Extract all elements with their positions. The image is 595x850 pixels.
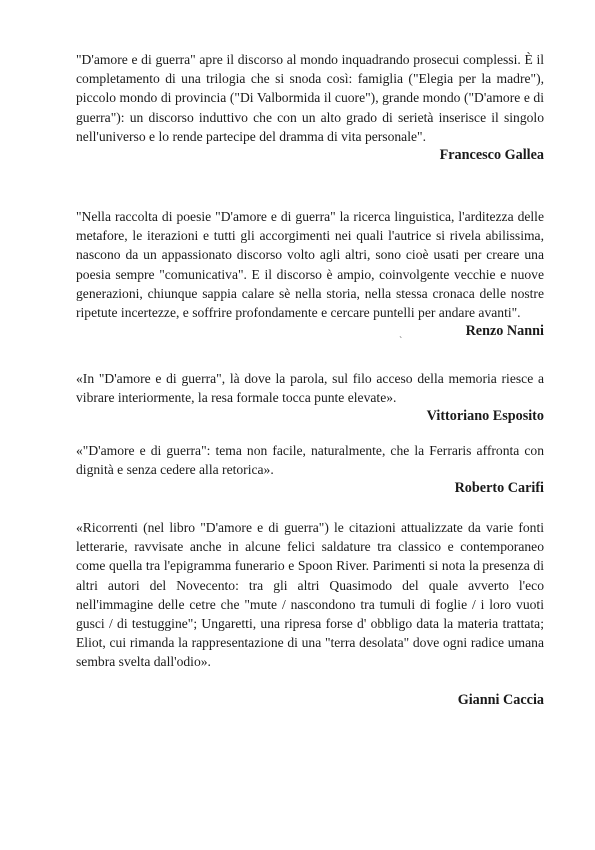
review-block (76, 207, 544, 341)
stray-mark: ` (399, 336, 403, 347)
review-block (76, 441, 544, 498)
review-block (76, 518, 544, 710)
review-author: Vittoriano Esposito (426, 408, 544, 425)
review-author: Renzo Nanni (465, 323, 544, 340)
review-quote: "Nella raccolta di poesie "D'amore e di guerra" la ricerca linguistica, l'arditezza delle metafore, le iterazioni e tutti gli accorgimenti nei quali l'autrice si rivela abilissima, nascono da un appassionato discorso volto agli altri, sono cioè usati per creare una poesia sempre "comunicativa". E il discorso è ampio, coinvolgente vecchie e nuove generazioni, chiunque sappia calare sè nella storia, nella stessa cronaca delle nostre ripetute incertezze, e soffrire profondamente e cercare puntelli per andare avanti". (76, 209, 544, 321)
review-block (76, 50, 544, 165)
review-author: Francesco Gallea (439, 147, 544, 164)
review-quote: «"D'amore e di guerra": tema non facile, naturalmente, che la Ferraris affronta con dignità e senza cedere alla retorica». (76, 443, 544, 478)
review-quote: «Ricorrenti (nel libro "D'amore e di guerra") le citazioni attualizzate da varie fonti letterarie, ravvisate anche in alcune felici saldature tra classico e contemporaneo come quella tra l'epigramma funerario e Spoon River. Parimenti si nota la presenza di altri autori del Novecento: tra gli altri Quasimodo del quale avverto l'eco nell'immagine delle cetre che "mute / nascondono tra tumuli di foglie / i loro vuoti gusci / di testuggine"; Ungaretti, una ripresa forse d' obbligo data la materia trattata; Eliot, cui rimanda la rappresentazione di una "terra desolata" dove ogni radice umana sembra svelta dall'odio». (76, 520, 544, 670)
review-block (76, 369, 544, 426)
review-quote: «In "D'amore e di guerra", là dove la parola, sul filo acceso della memoria riesce a vibrare interiormente, la resa formale tocca punte elevate». (76, 371, 544, 406)
review-author: Gianni Caccia (457, 691, 544, 708)
review-author: Roberto Carifi (454, 480, 544, 497)
review-quote: "D'amore e di guerra" apre il discorso al mondo inquadrando prosecui complessi. È il completamento di una trilogia che si snoda così: famiglia ("Elegia per la madre"), piccolo mondo di provincia ("Di Valbormida il cuore"), grande mondo ("D'amore e di guerra"): un discorso induttivo che con un alto grado di serietà inserisce il singolo nell'universo e lo rende partecipe del dramma di vita personale". (76, 52, 544, 144)
